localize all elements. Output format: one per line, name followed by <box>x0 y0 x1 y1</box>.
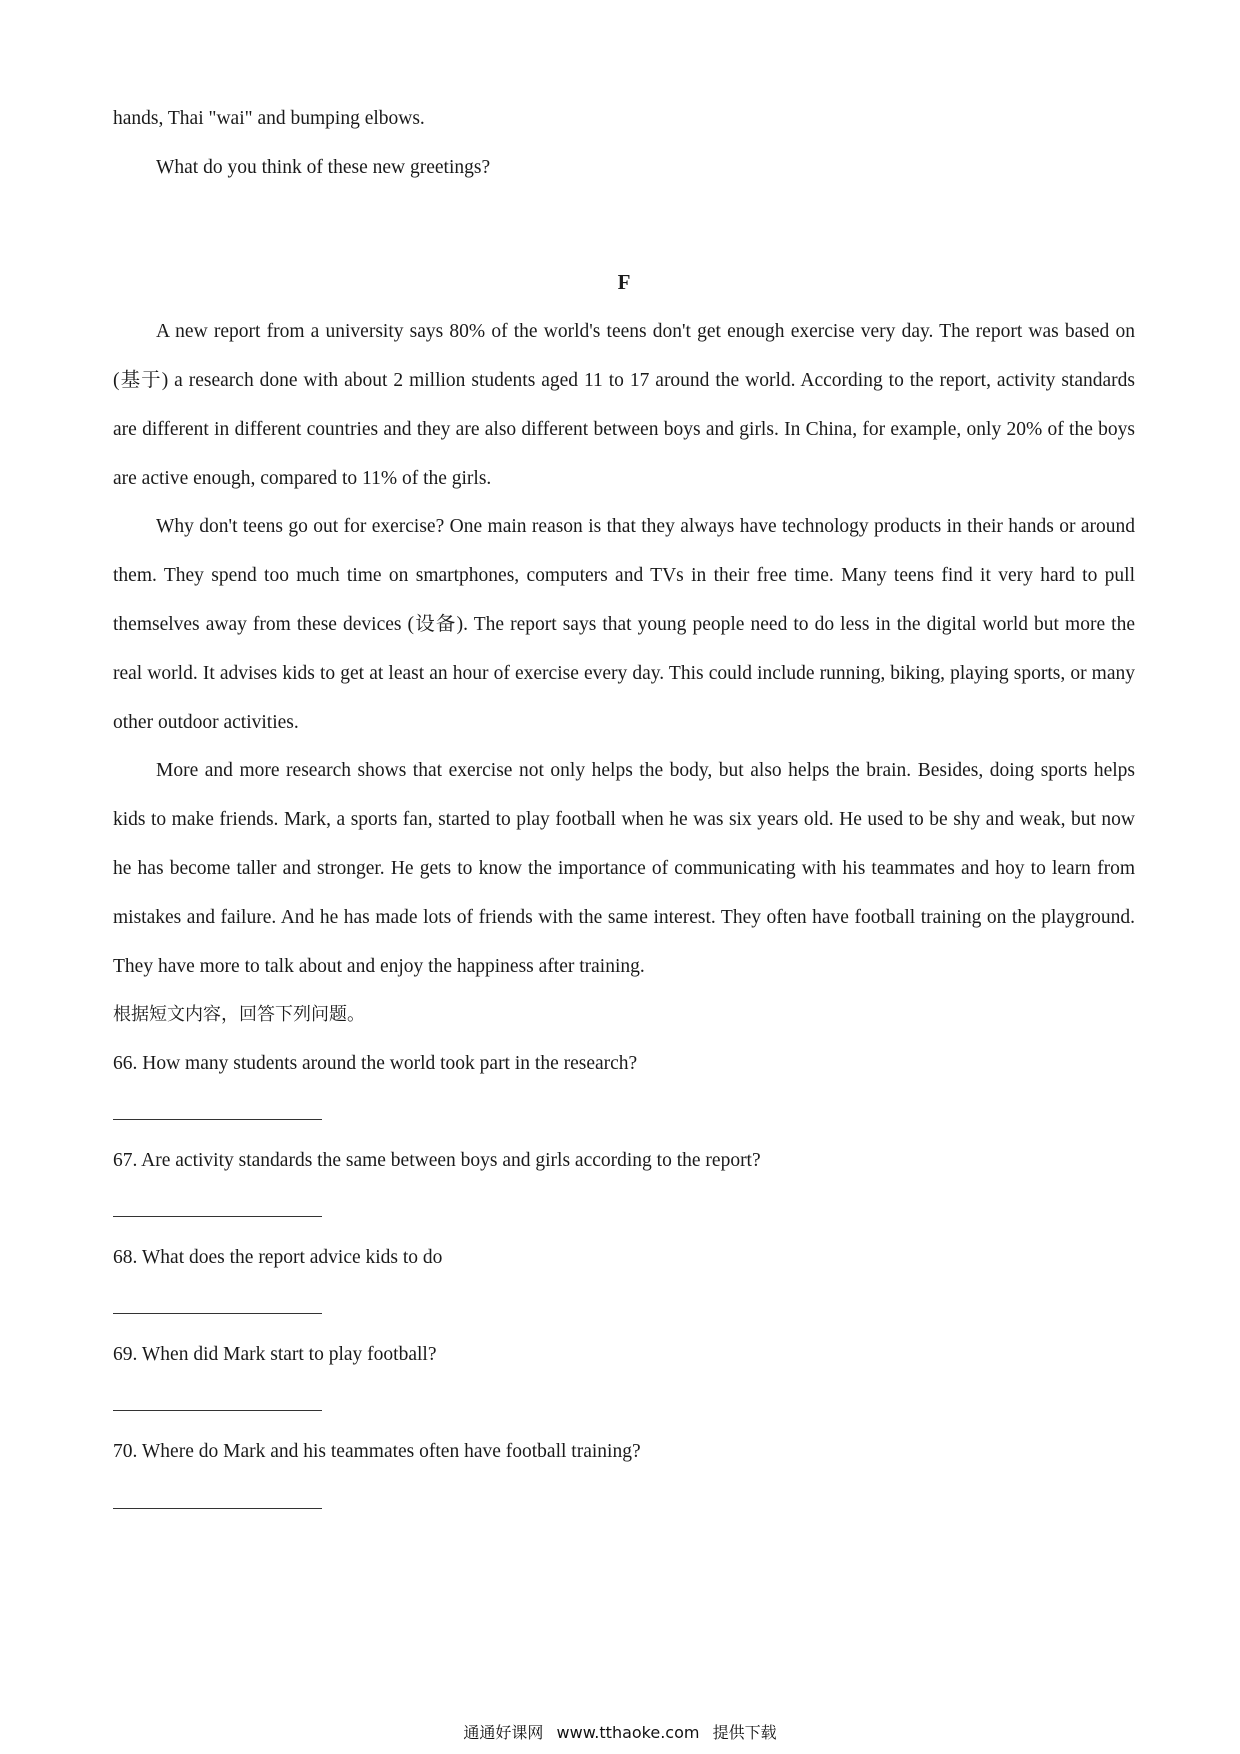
answer-line-68[interactable] <box>113 1313 322 1314</box>
footer-url-link[interactable]: www.tthaoke.com <box>556 1723 700 1742</box>
page-footer <box>0 1720 1240 1743</box>
passage-paragraph: Why don't teens go out for exercise? One main reason is that they always have technology products in their hands or around them. They spend too much time on smartphones, computers and TVs in their free time. Many teens find it very hard to pull themselves away from these devices (设备). The report says that young people need to do less in the digital world but more the real world. It advises kids to get at least an hour of exercise every day. This could include running, biking, playing sports, or many other outdoor activities. <box>113 516 1135 733</box>
continuation-line: hands, Thai "wai" and bumping elbows. <box>113 108 425 129</box>
answer-line-69[interactable] <box>113 1410 322 1411</box>
answer-line-66[interactable] <box>113 1119 322 1120</box>
passage-paragraph: More and more research shows that exercise not only helps the body, but also helps the brain. Besides, doing sports helps kids to make friends. Mark, a sports fan, started to play football when he was six years old. He used to be shy and weak, but now he has become taller and stronger. He gets to know the importance of communicating with his teammates and hoy to learn from mistakes and failure. And he has made lots of friends with the same interest. They often have football training on the playground. They have more to talk about and enjoy the happiness after training. <box>113 760 1135 977</box>
continuation-question: What do you think of these new greetings? <box>156 157 491 178</box>
footer-site-name: 通通好课网 <box>463 1723 544 1742</box>
question-69: 69. When did Mark start to play football? <box>113 1344 437 1365</box>
question-67: 67. Are activity standards the same between boys and girls according to the report? <box>113 1150 761 1171</box>
answer-line-70[interactable] <box>113 1508 322 1509</box>
instruction-text: 根据短文内容，回答下列问题。 <box>113 1004 365 1025</box>
footer-note: 提供下载 <box>712 1723 777 1742</box>
question-68: 68. What does the report advice kids to do <box>113 1247 443 1268</box>
answer-line-67[interactable] <box>113 1216 322 1217</box>
passage-paragraph: A new report from a university says 80% of the world's teens don't get enough exercise very day. The report was based on (基于) a research done with about 2 million students aged 11 to 17 around the world. According to the report, activity standards are different in different countries and they are also different between boys and girls. In China, for example, only 20% of the boys are active enough, compared to 11% of the girls. <box>113 321 1135 489</box>
section-title: F <box>617 270 631 294</box>
question-66: 66. How many students around the world took part in the research? <box>113 1053 638 1074</box>
question-70: 70. Where do Mark and his teammates often have football training? <box>113 1441 641 1462</box>
